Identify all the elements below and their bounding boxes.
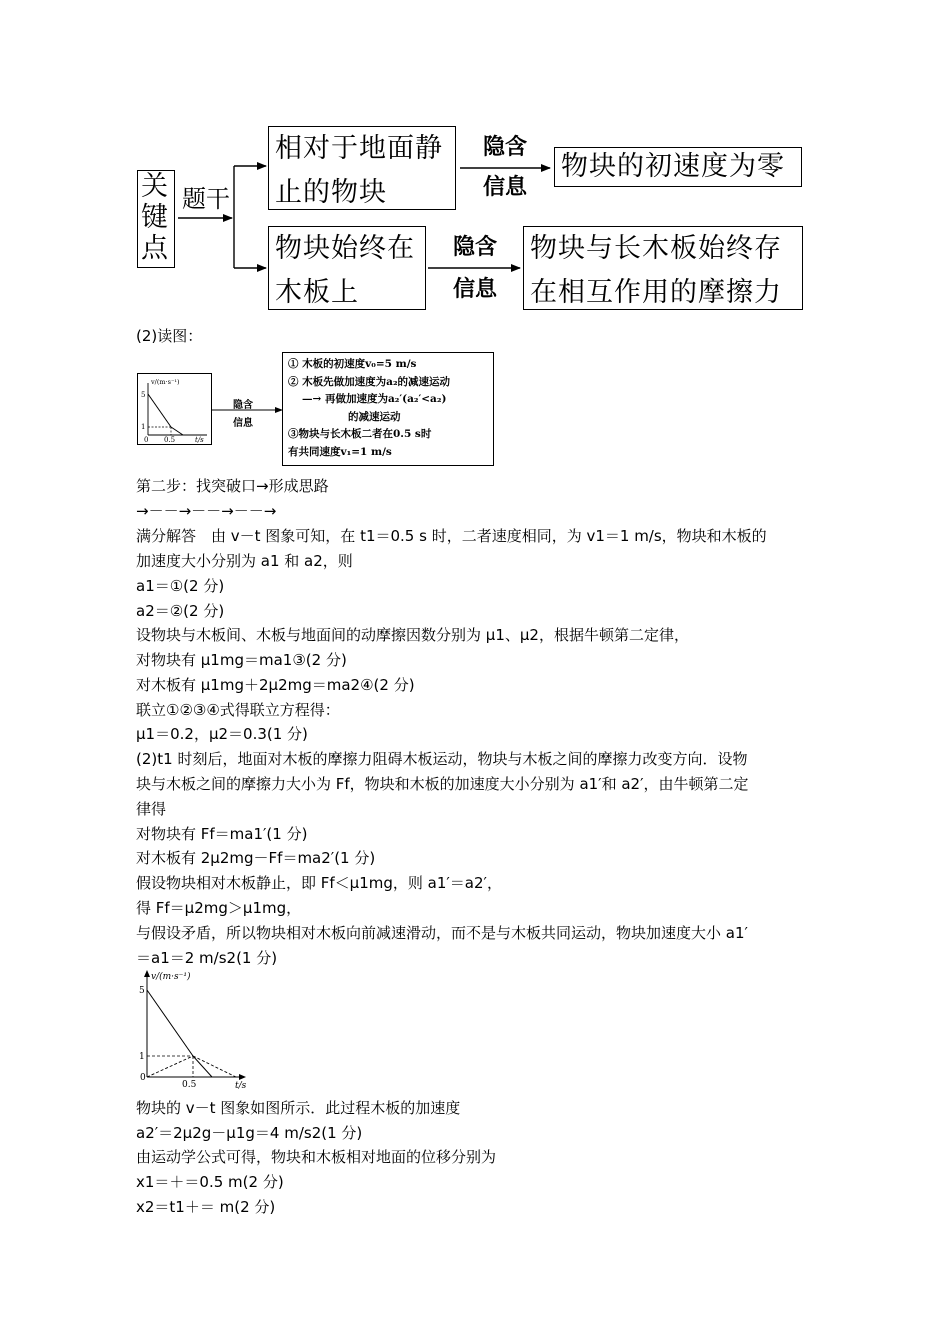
text-line: ＝a1＝2 m/s2(1 分)	[136, 949, 278, 967]
row2-hidden-top: 隐含	[452, 235, 497, 260]
small-graph-xtick-05: 0.5	[164, 436, 176, 444]
small-graph-ytick-5: 5	[141, 391, 146, 399]
row2-result-box	[523, 226, 803, 310]
text-line: a1＝①(2 分)	[136, 577, 225, 595]
row2-given-box	[268, 226, 426, 310]
graph2-xlabel: t/s	[235, 1081, 247, 1091]
text-line: μ1＝0.2，μ2＝0.3(1 分)	[136, 725, 308, 743]
text-line: 物块的 v－t 图象如图所示．此过程木板的加速度	[136, 1099, 461, 1117]
text-line: x2＝t1＋＝ m(2 分)	[136, 1198, 276, 1216]
text-line: 满分解答 由 v－t 图象可知，在 t1＝0.5 s 时，二者速度相同，为 v1＝1 m/s，物块和木板的	[136, 527, 767, 545]
graph2-ytick-5: 5	[139, 986, 145, 996]
small-vt-graph	[137, 373, 212, 445]
text-line: 假设物块相对木板静止，即 Ff＜μ1mg，则 a1′＝a2′，	[136, 874, 502, 892]
text-line: 对木板有 μ1mg＋2μ2mg＝ma2④(2 分)	[136, 676, 415, 694]
read-graph-info-box	[282, 352, 494, 466]
row2-result: 物块与长木板始终存在相互作用的摩擦力	[530, 233, 782, 308]
graph2-board-line-2	[193, 1056, 212, 1077]
text-line: 由运动学公式可得，物块和木板相对地面的位移分别为	[136, 1148, 497, 1166]
info-line-2: ② 木板先做加速度为a₂的减速运动	[288, 375, 451, 388]
graph2-xtick-0: 0	[140, 1073, 146, 1083]
graph2-ytick-1: 1	[139, 1052, 145, 1062]
text-line: x1＝＋＝0.5 m(2 分)	[136, 1173, 284, 1191]
text-line: 得 Ff＝μ2mg＞μ1mg，	[136, 899, 302, 917]
graph2-ylabel: v/(m·s⁻¹)	[151, 972, 191, 982]
row1-given-box	[268, 126, 456, 210]
info-line-1: ① 木板的初速度v₀=5 m/s	[288, 358, 417, 370]
row1-hidden-top: 隐含	[482, 135, 527, 160]
info-line-4: 的减速运动	[348, 410, 401, 423]
info-line-3: —→ 再做加速度为a₂′(a₂′<a₂)	[302, 393, 447, 405]
branch-label: 题干	[182, 185, 230, 213]
small-graph-ytick-1: 1	[141, 423, 146, 431]
text-line: 第二步：找突破口→形成思路	[136, 477, 329, 495]
text-line: →－－→－－→－－→	[136, 502, 277, 520]
graph2-block-line	[147, 1056, 193, 1077]
text-line: a2′＝2μ2g－μ1g＝4 m/s2(1 分)	[136, 1124, 363, 1142]
small-graph-xtick-0: 0	[144, 436, 149, 444]
row2-given: 物块始终在木板上	[275, 233, 415, 308]
row1-hidden-bottom: 信息	[482, 175, 527, 200]
block-vt-graph	[137, 968, 253, 1092]
text-line: 块与木板之间的摩擦力大小为 Ff，物块和木板的加速度大小分别为 a1′和 a2′，由牛顿第二定	[136, 775, 749, 793]
graph2-block-line-2	[193, 1056, 236, 1077]
info-line-6: 有共同速度v₁=1 m/s	[288, 445, 392, 458]
keypoints-label: 关键点	[141, 171, 169, 264]
graph2-xtick-05: 0.5	[182, 1080, 197, 1090]
row1-result-box	[554, 147, 802, 187]
text-line: 对物块有 Ff＝ma1′(1 分)	[136, 825, 308, 843]
small-graph-ylabel: v/(m·s⁻¹)	[151, 378, 180, 386]
read-graph-hidden-top: 隐含	[233, 400, 253, 411]
text-line: 联立①②③④式得联立方程得：	[136, 701, 340, 719]
text-line: a2＝②(2 分)	[136, 602, 225, 620]
read-graph-hidden-bottom: 信息	[233, 418, 253, 429]
small-graph-xlabel: t/s	[195, 436, 204, 444]
text-line: 与假设矛盾，所以物块相对木板向前减速滑动，而不是与木板共同运动，物块加速度大小 a1′	[136, 924, 748, 942]
read-graph-title: (2)读图：	[136, 327, 203, 345]
row1-result: 物块的初速度为零	[561, 151, 785, 182]
graph2-board-line-1	[147, 990, 193, 1056]
text-line: 对物块有 μ1mg＝ma1③(2 分)	[136, 651, 347, 669]
info-line-5: ③物块与长木板二者在0.5 s时	[288, 428, 432, 440]
text-line: 律得	[136, 800, 167, 818]
text-line: 加速度大小分别为 a1 和 a2，则	[136, 552, 353, 570]
row2-hidden-bottom: 信息	[452, 277, 497, 302]
text-line: 设物块与木板间、木板与地面间的动摩擦因数分别为 μ1、μ2，根据牛顿第二定律，	[136, 626, 689, 644]
row1-given: 相对于地面静止的物块	[275, 133, 443, 208]
text-line: 对木板有 2μ2mg－Ff＝ma2′(1 分)	[136, 849, 376, 867]
text-line: (2)t1 时刻后，地面对木板的摩擦力阻碍木板运动，物块与木板之间的摩擦力改变方向．设物	[136, 750, 748, 768]
